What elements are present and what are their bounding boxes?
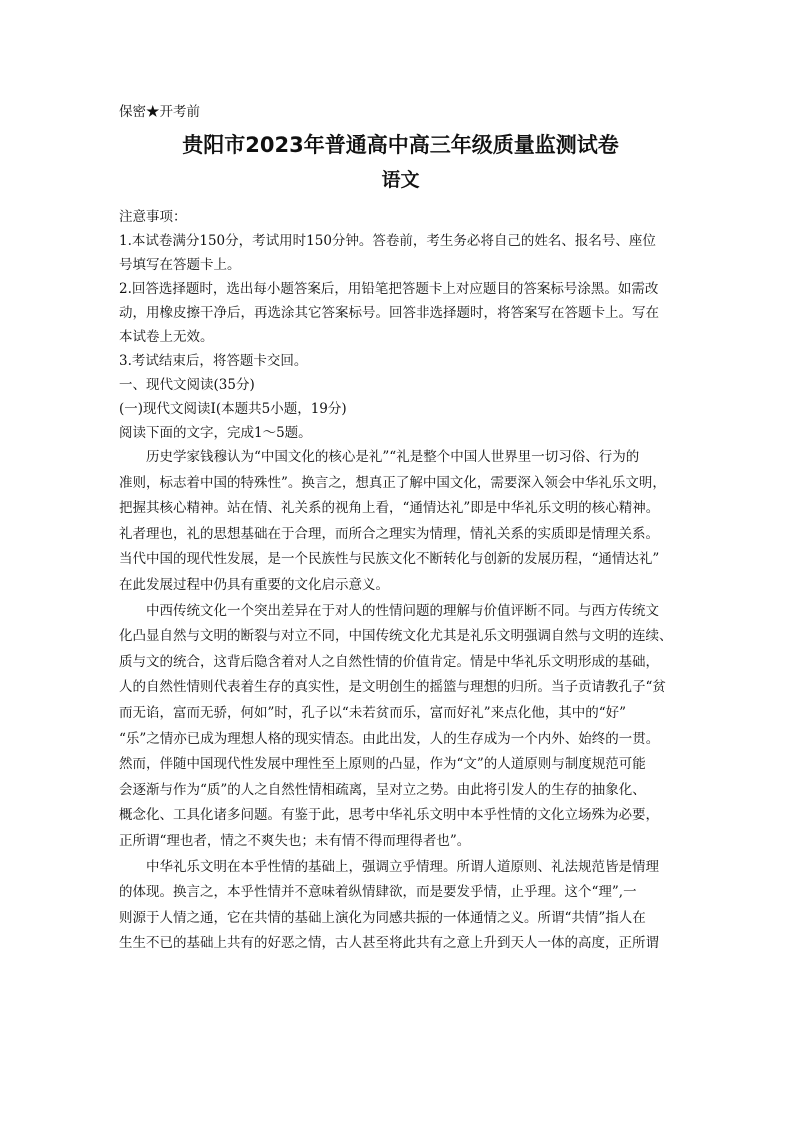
reading-passage: [119, 445, 682, 957]
passage-line: 把握其核心精神。站在情、礼关系的视角上看，“通情达礼”即是中华礼乐文明的核心精神。: [119, 500, 660, 517]
confidential-label: 保密★开考前: [119, 104, 200, 120]
passage-line: 的体现。换言之，本乎性情并不意味着纵情肆欲，而是要发乎情，止乎理。这个“理”,一: [119, 884, 637, 901]
exam-title: 贵阳市2023年普通高中高三年级质量监测试卷: [182, 133, 619, 157]
passage-line: 中华礼乐文明在本乎性情的基础上，强调立乎情理。所谓人道原则、礼法规范皆是情理: [146, 858, 659, 875]
passage-line: 礼者理也，礼的思想基础在于合理，而所合之理实为情理，情礼关系的实质即是情理关系。: [119, 525, 659, 542]
passage-line: 化凸显自然与文明的断裂与对立不同，中国传统文化尤其是礼乐文明强调自然与文明的连续、: [119, 628, 673, 645]
passage-line: 会逐渐与作为“质”的人之自然性情相疏离，呈对立之势。由此将引发人的生存的抽象化、: [119, 781, 646, 798]
section-heading-block: [119, 373, 682, 445]
section-part-heading: 一、现代文阅读(35分): [119, 377, 255, 393]
notes-line: 1.本试卷满分150分，考试用时150分钟。答卷前，考生务必将自己的姓名、报名号、座位: [119, 233, 656, 249]
section-subpart-heading: (一)现代文阅读I(本题共5小题，19分): [119, 401, 347, 417]
notes-line: 动，用橡皮擦干净后，再选涂其它答案标号。回答非选择题时，将答案写在答题卡上。写在: [119, 305, 659, 321]
passage-line: 正所谓“理也者，情之不爽失也；未有情不得而理得者也”。: [119, 832, 471, 849]
notes-line: 号填写在答题卡上。: [119, 257, 241, 273]
passage-line: 质与文的统合，这背后隐含着对人之自然性情的价值肯定。情是中华礼乐文明形成的基础，: [119, 653, 659, 670]
passage-line: 则源于人情之通，它在共情的基础上演化为同感共振的一体通情之义。所谓“共情”指人在: [119, 909, 646, 926]
passage-line: 当代中国的现代性发展，是一个民族性与民族文化不断转化与创新的发展历程，“通情达礼”: [119, 551, 660, 568]
exam-notes: [119, 205, 682, 373]
section-instruction: 阅读下面的文字，完成1～5题。: [119, 425, 312, 441]
passage-line: 在此发展过程中仍具有重要的文化启示意义。: [119, 576, 389, 593]
passage-line: 历史学家钱穆认为“中国文化的核心是礼”“礼是整个中国人世界里一切习俗、行为的: [146, 449, 640, 465]
passage-line: “乐”之情亦已成为理想人格的现实情态。由此出发，人的生存成为一个内外、始终的一贯。: [119, 730, 660, 747]
passage-line: 中西传统文化一个突出差异在于对人的性情问题的理解与价值评断不同。与西方传统文: [146, 602, 659, 619]
passage-line: 概念化、工具化诸多问题。有鉴于此，思考中华礼乐文明中本乎性情的文化立场殊为必要，: [119, 807, 659, 824]
notes-line: 本试卷上无效。: [119, 329, 214, 345]
passage-line: 准则，标志着中国的特殊性”。换言之，想真正了解中国文化，需要深入领会中华礼乐文明，: [119, 474, 666, 491]
subject-title: 语文: [381, 169, 420, 191]
notes-line: 2.回答选择题时，选出每小题答案后，用铅笔把答题卡上对应题目的答案标号涂黑。如需改: [119, 281, 659, 297]
notes-heading: 注意事项：: [119, 209, 187, 225]
passage-line: 生生不已的基础上共有的好恶之情，古人甚至将此共有之意上升到天人一体的高度，正所谓: [119, 935, 659, 952]
passage-line: 然而，伴随中国现代性发展中理性至上原则的凸显，作为“文”的人道原则与制度规范可能: [119, 756, 646, 773]
passage-line: 而无谄，富而无骄，何如”时，孔子以“未若贫而乐，富而好礼”来点化他，其中的“好”: [119, 704, 627, 721]
notes-line: 3.考试结束后，将答题卡交回。: [119, 353, 308, 369]
passage-line: 人的自然性情则代表着生存的真实性，是文明创生的摇篮与理想的归所。当子贡请教孔子“贫: [119, 679, 666, 696]
